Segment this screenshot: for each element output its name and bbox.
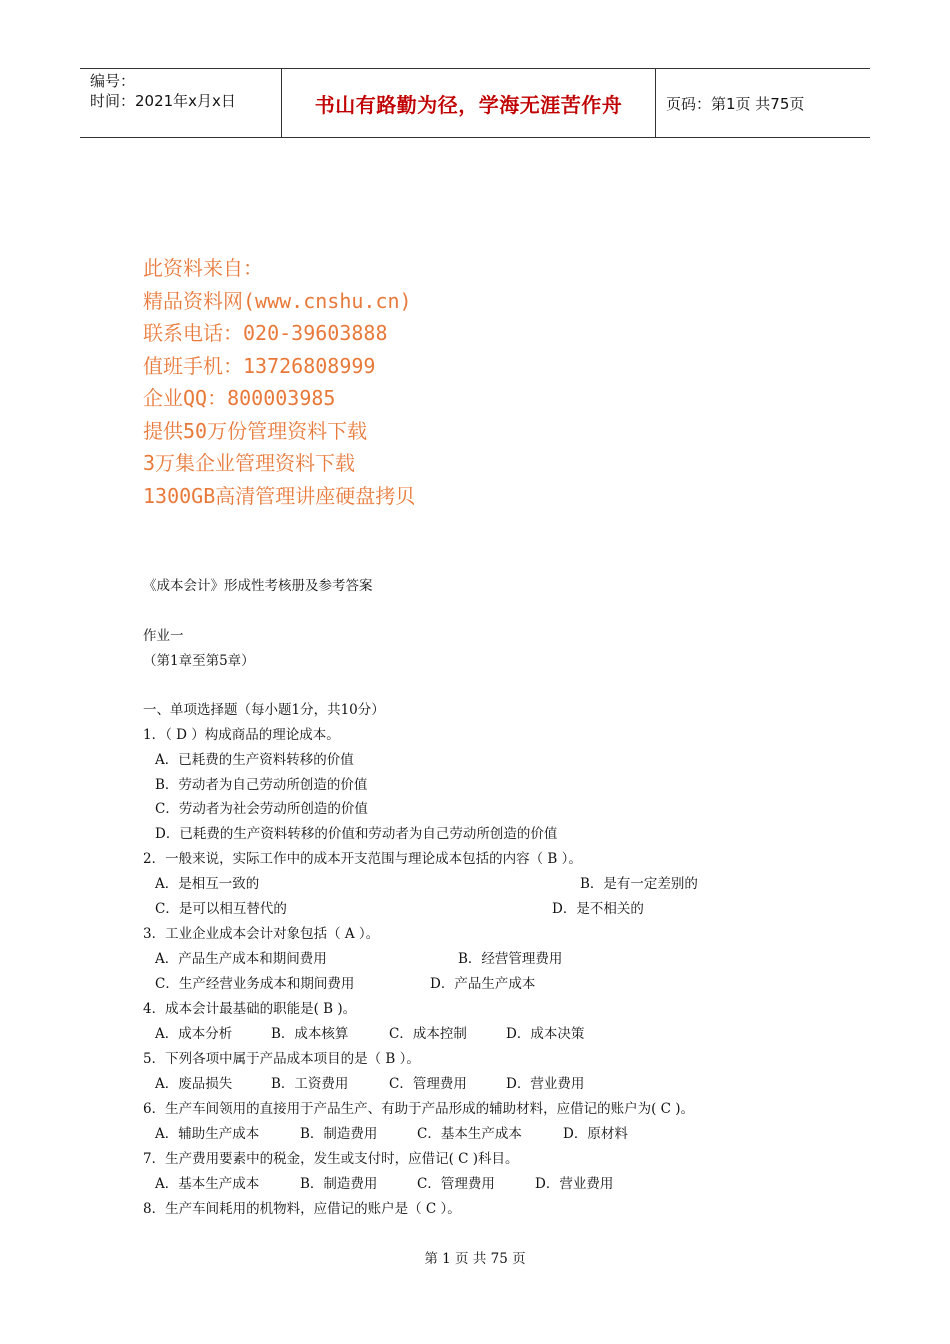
- option: B．成本核算: [271, 1026, 349, 1042]
- option: A．废品损失: [155, 1076, 233, 1092]
- promo-line: 联系电话：020-39603888: [143, 321, 388, 345]
- question-2: 2．一般来说，实际工作中的成本开支范围与理论成本包括的内容（ B ）。: [143, 851, 582, 867]
- option: A．已耗费的生产资料转移的价值: [155, 752, 354, 768]
- number-label: 编号：: [90, 72, 136, 90]
- page-header: [80, 68, 870, 138]
- option: D．产品生产成本: [430, 976, 536, 992]
- promo-line: 3万集企业管理资料下载: [143, 451, 356, 475]
- question-5: 5．下列各项中属于产品成本项目的是（ B ）。: [143, 1051, 420, 1067]
- option: A．是相互一致的: [155, 876, 260, 892]
- option: C．管理费用: [417, 1176, 495, 1192]
- chapter-range: （第1章至第5章）: [143, 653, 255, 669]
- option: C．管理费用: [389, 1076, 467, 1092]
- header-page-info: 页码：第1页 共75页: [666, 94, 805, 113]
- option: B．制造费用: [300, 1176, 378, 1192]
- time-label: 时间：2021年x月x日: [90, 92, 236, 110]
- option: A．基本生产成本: [155, 1176, 260, 1192]
- section-heading: 一、单项选择题（每小题1分，共10分）: [143, 702, 385, 718]
- option: B．是有一定差别的: [580, 876, 698, 892]
- question-3: 3．工业企业成本会计对象包括（ A ）。: [143, 926, 380, 942]
- option: D．原材料: [563, 1126, 628, 1142]
- question-7: 7．生产费用要素中的税金，发生或支付时，应借记( C )科目。: [143, 1151, 519, 1167]
- promo-line: 值班手机：13726808999: [143, 353, 376, 378]
- option: A．产品生产成本和期间费用: [155, 951, 327, 967]
- option: D．成本决策: [506, 1026, 585, 1042]
- question-8: 8．生产车间耗用的机物料，应借记的账户是（ C ）。: [143, 1201, 461, 1217]
- option: C．生产经营业务成本和期间费用: [155, 976, 355, 992]
- option: D．是不相关的: [552, 901, 644, 917]
- option: D．营业费用: [535, 1176, 614, 1192]
- option: A．辅助生产成本: [155, 1126, 260, 1142]
- option: C．基本生产成本: [417, 1126, 522, 1142]
- header-motto: 书山有路勤为径，学海无涯苦作舟: [282, 69, 656, 137]
- option: B．劳动者为自己劳动所创造的价值: [155, 777, 368, 793]
- option: B．制造费用: [300, 1126, 378, 1142]
- option: A．成本分析: [155, 1026, 233, 1042]
- option: B．工资费用: [271, 1076, 349, 1092]
- doc-title: 《成本会计》形成性考核册及参考答案: [143, 578, 373, 594]
- option: D．已耗费的生产资料转移的价值和劳动者为自己劳动所创造的价值: [155, 826, 558, 842]
- page-footer: 第 1 页 共 75 页: [424, 1251, 526, 1267]
- question-1: 1．（ D ）构成商品的理论成本。: [143, 727, 340, 743]
- promo-line: 此资料来自：: [143, 256, 263, 280]
- promo-line: 企业QQ：800003985: [143, 386, 336, 410]
- promo-line: 1300GB高清管理讲座硬盘拷贝: [143, 483, 416, 508]
- promo-block: [143, 252, 415, 512]
- header-meta: [80, 69, 282, 137]
- option: B．经营管理费用: [458, 951, 563, 967]
- assignment-heading: 作业一: [143, 628, 184, 644]
- option: C．成本控制: [389, 1026, 467, 1042]
- option: D．营业费用: [506, 1076, 585, 1092]
- promo-line: 精品资料网(www.cnshu.cn): [143, 288, 412, 313]
- option: C．是可以相互替代的: [155, 901, 287, 917]
- question-4: 4．成本会计最基础的职能是( B )。: [143, 1001, 357, 1017]
- option: C．劳动者为社会劳动所创造的价值: [155, 801, 368, 817]
- promo-line: 提供50万份管理资料下载: [143, 418, 368, 443]
- question-6: 6．生产车间领用的直接用于产品生产、有助于产品形成的辅助材料，应借记的账户为( C )。: [143, 1101, 695, 1117]
